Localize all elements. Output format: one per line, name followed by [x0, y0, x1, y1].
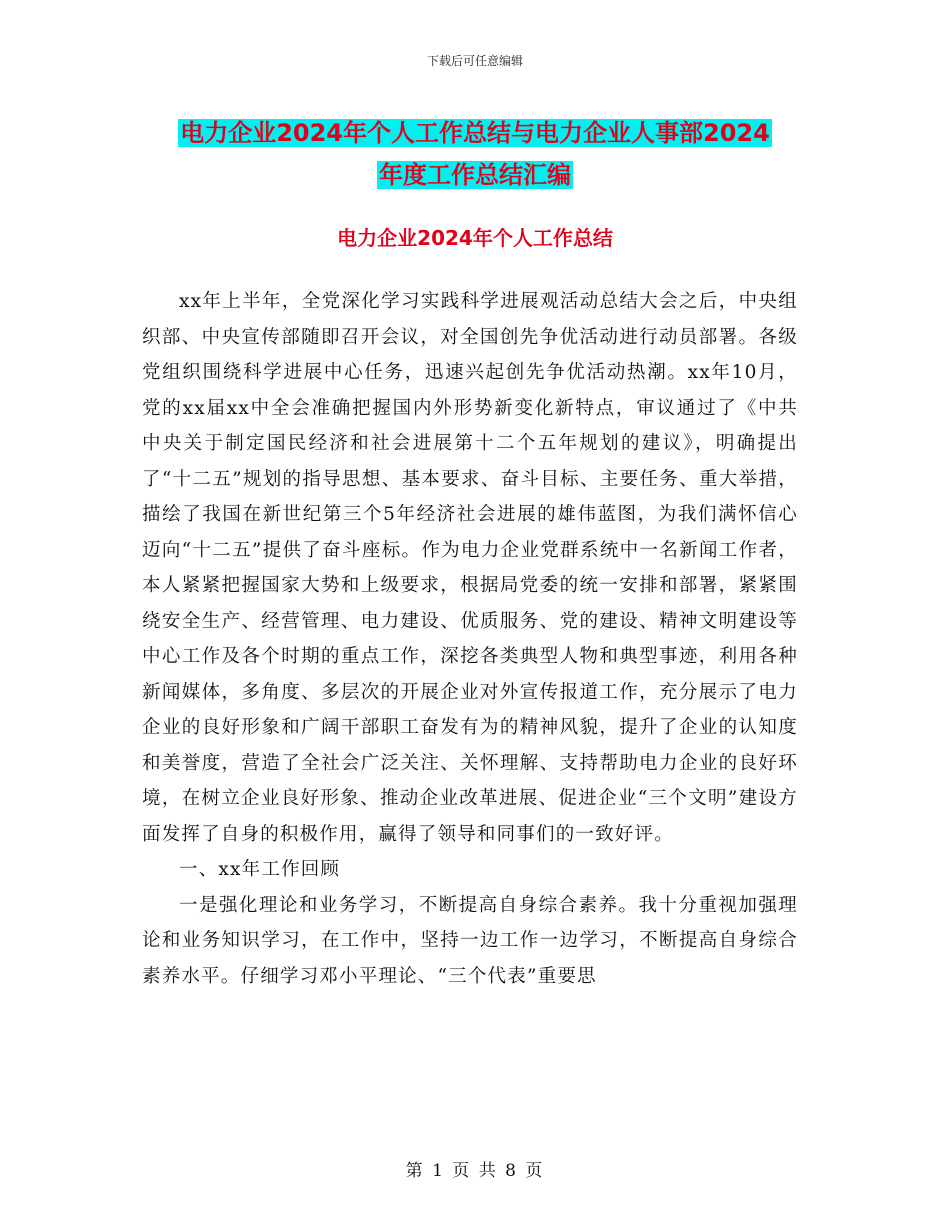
page-header-note: 下载后可任意编辑 [426, 54, 523, 68]
main-title-line-2: 年度工作总结汇编 [379, 161, 571, 189]
document-main-title [150, 112, 800, 196]
body-paragraph: xx年上半年，全党深化学习实践科学进展观活动总结大会之后，中央组织部、中央宣传部随即召开会议，对全国创先争优活动进行动员部署。各级党组织围绕科学进展中心任务，迅速兴起创先争优活动热潮。xx年10月，党的xx届xx中全会准确把握国内外形势新变化新特点，审议通过了《中共中央关于制定国民经济和社会进展第十二个五年规划的建议》，明确提出了“十二五”规划的指导思想、基本要求、奋斗目标、主要任务、重大举措，描绘了我国在新世纪第三个5年经济社会进展的雄伟蓝图，为我们满怀信心迈向“十二五”提供了奋斗座标。作为电力企业党群系统中一名新闻工作者，本人紧紧把握国家大势和上级要求，根据局党委的统一安排和部署，紧紧围绕安全生产、经营管理、电力建设、优质服务、党的建设、精神文明建设等中心工作及各个时期的重点工作，深挖各类典型人物和典型事迹，利用各种新闻媒体，多角度、多层次的开展企业对外宣传报道工作，充分展示了电力企业的良好形象和广阔干部职工奋发有为的精神风貌，提升了企业的认知度和美誉度，营造了全社会广泛关注、关怀理解、支持帮助电力企业的良好环境，在树立企业良好形象、推动企业改革进展、促进企业“三个文明”建设方面发挥了自身的积极作用，赢得了领导和同事们的一致好评。 [142, 291, 798, 845]
document-body [142, 284, 798, 994]
main-title-line-1: 电力企业2024年个人工作总结与电力企业人事部2024 [180, 119, 770, 147]
page-number-footer: 第 1 页 共 8 页 [405, 1161, 545, 1181]
section-heading-review: 一、xx年工作回顾 [179, 859, 341, 880]
section-title: 电力企业2024年个人工作总结 [337, 226, 613, 250]
body-paragraph: 一是强化理论和业务学习，不断提高自身综合素养。我十分重视加强理论和业务知识学习，在工作中，坚持一边工作一边学习，不断提高自身综合素养水平。仔细学习邓小平理论、“三个代表”重要思 [142, 894, 798, 987]
